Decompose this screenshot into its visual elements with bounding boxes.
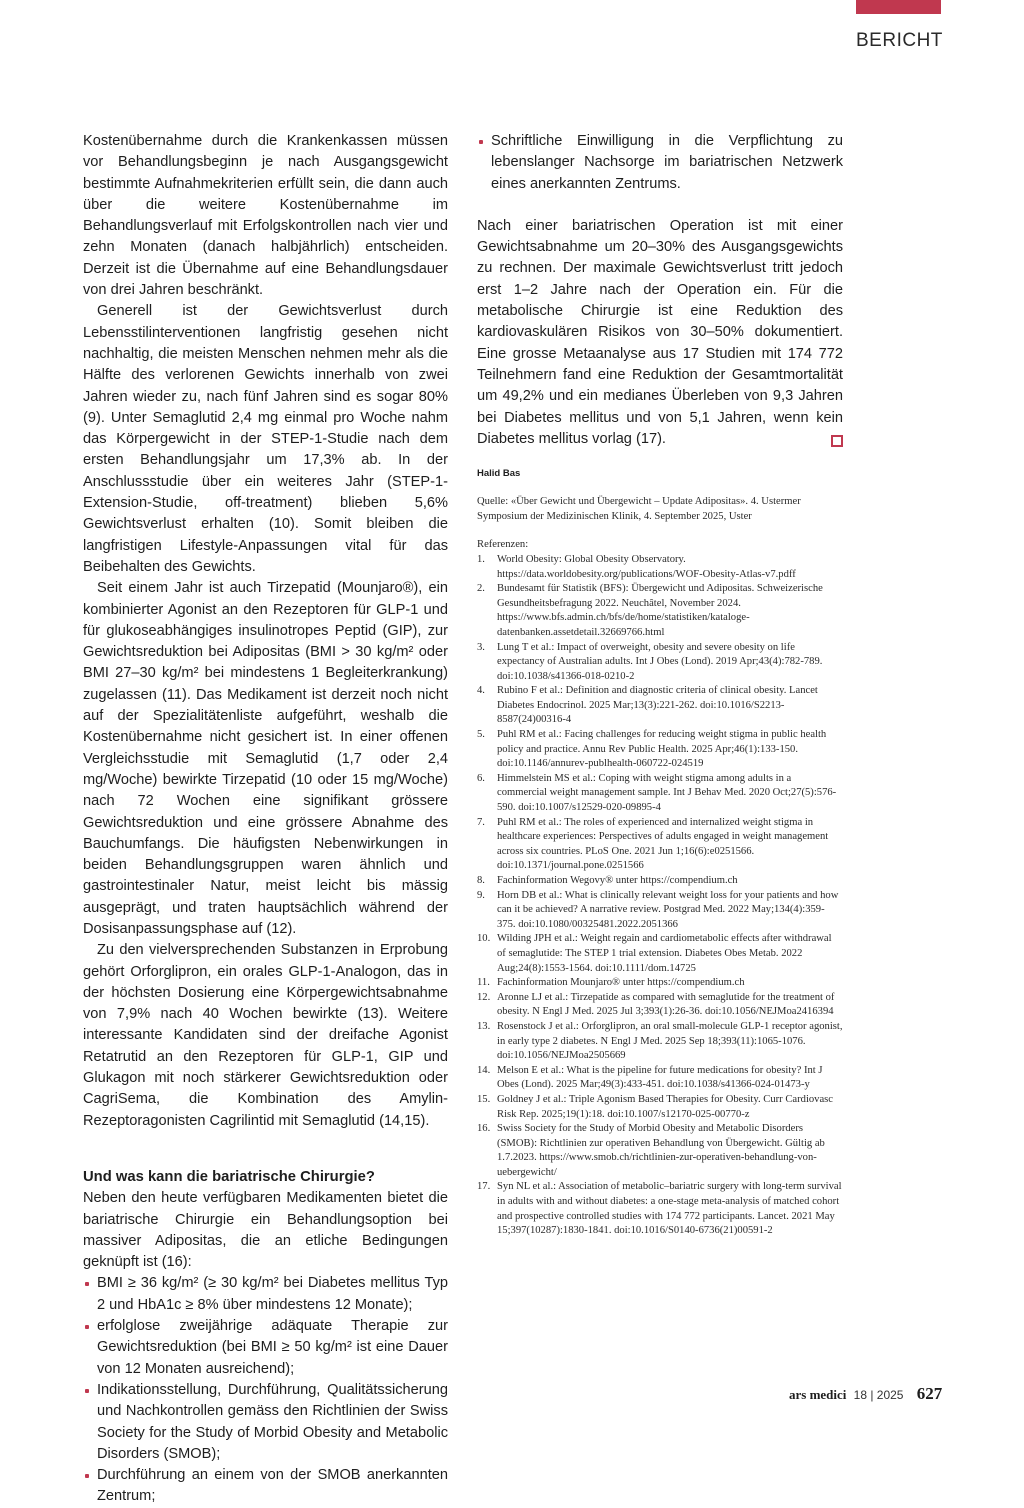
paragraph: Kostenübernahme durch die Krankenkassen müssen vor Behandlungsbeginn je nach Ausgangsgewicht bestimmte Aufnahmekriterien erfüllt sein, die dann auch über die weitere Kostenübernahme im Behandlungsverlauf mit Erfolgskontrollen nach vier und zehn Monaten (danach halbjährlich) entscheiden. Derzeit ist die Übernahme auf eine Behandlungsdauer von drei Jahren beschränkt. [83,133,448,299]
reference-item: 12. Aronne LJ et al.: Tirzepatide as compared with semaglutide for the treatment of obesity. N Engl J Med. 2025 Jul 3;393(1):26-36. doi:10.1056/NEJMoa2416394 [477,991,835,1018]
reference-item: 9. Horn DB et al.: What is clinically relevant weight loss for your patients and how can it be achieved? A narrative review. Postgrad Med. 2022 May;134(4):359-375. doi:10.1080/00325481.2022.2051366 [477,889,839,930]
paragraph: Seit einem Jahr ist auch Tirzepatid (Mounjaro®), ein kombinierter Agonist an den Rezeptoren für GLP-1 und für glukoseabhängiges insulinotropes Peptid (GIP), zur Gewichtsreduktion bei Adipositas (BMI > 30 kg/m² oder BMI 27–30 kg/m² bei mindestens 1 Begleiterkrankung) zugelassen (11). Das Medikament ist derzeit noch nicht auf der Spezialitätenliste aufgeführt, weshalb die Kostenübernahme nicht gesichert ist. In einer offenen Vergleichsstudie mit Semaglutid (1,7 oder 2,4 mg/Woche) bewirkte Tirzepatid (10 oder 15 mg/Woche) nach 72 Wochen eine signifikant grössere Gewichtsreduktion und eine grössere Abnahme des Bauchumfangs. Die häufigsten Nebenwirkungen in beiden Behandlungsgruppen waren ähnlich und gastrointestinaler Natur, meist leicht bis mässig ausgeprägt, und traten hauptsächlich während der Dosisanpassungsphase auf (12). [83,580,448,937]
references-title: Referenzen: [477,539,529,551]
list-item: Indikationsstellung, Durchführung, Qualitätssicherung und Nachkontrollen gemäss den Richtlinien der Swiss Society for the Study of Morbid Obesity and Metabolic Disorders (SMOB); [83,1380,448,1465]
author: Halid Bas [477,468,521,480]
list-item: Schriftliche Einwilligung in die Verpflichtung zu lebenslanger Nachsorge im bariatrischen Netzwerk eines anerkannten Zentrums. [477,131,843,195]
paragraph: Zu den vielversprechenden Substanzen in Erprobung gehört Orforglipron, ein orales GLP-1-Analogon, das in der höchsten Dosierung eine Körpergewichtsabnahme von 7,9% nach 40 Wochen bewirkte (13). Weitere interessante Kandidaten sind der dreifache Agonist Retatrutid an den Rezeptoren für GLP-1, GIP und Glukagon mit noch stärkerer Gewichtsreduktion oder CagriSema, die Kombination des Amylin-Rezeptoragonisten Cagrilintid mit Semaglutid (14,15). [83,942,448,1129]
reference-item: 10. Wilding JPH et al.: Weight regain and cardiometabolic effects after withdrawal of semaglutide: The STEP 1 trial extension. Diabetes Obes Metab. 2022 Aug;24(8):1553-1564. doi:10.1111/dom.14725 [477,933,832,974]
left-column [83,131,448,1508]
paragraph-text: Nach einer bariatrischen Operation ist mit einer Gewichtsabnahme um 20–30% des Ausgangsgewichts zu rechnen. Der maximale Gewichtsverlust tritt jedoch erst 1–2 Jahre nach der Operation ein. Für die metabolische Chirurgie ist eine Reduktion des kardiovaskulären Risikos von 30–50% dokumentiert. Eine grosse Metaanalyse aus 17 Studien mit 174 772 Teilnehmern fand eine Reduktion der Gesamtmortalität um 49,2% und ein medianes Überleben von 9,3 Jahren bei Diabetes mellitus und von 5,1 Jahren, wenn kein Diabetes mellitus vorlag (17). [477,217,843,447]
reference-item: 1. World Obesity: Global Obesity Observatory. https://data.worldobesity.org/publications/WOF-Obesity-Atlas-v7.pdff [477,553,796,580]
reference-item: 16. Swiss Society for the Study of Morbid Obesity and Metabolic Disorders (SMOB): Richtlinien zur operativen Behandlung von Übergewicht. Gültig ab 1.7.2023. https://www.smob.ch/richtlinien-zur-operativen-behandlung-von-uebergewicht/ [477,1123,825,1178]
list-item: Durchführung an einem von der SMOB anerkannten Zentrum; [83,1465,448,1508]
spacer [477,195,843,216]
reference-item: 15. Goldney J et al.: Triple Agonism Based Therapies for Obesity. Curr Cardiovasc Risk Rep. 2025;19(1):18. doi:10.1007/s12170-025-00770-z [477,1093,834,1120]
page-number: 627 [916,1384,943,1403]
reference-item: 3. Lung T et al.: Impact of overweight, obesity and severe obesity on life expectancy of Australian adults. Int J Obes (Lond). 2019 Apr;43(4):782-789. doi:10.1038/s41366-018-0210-2 [477,641,823,682]
section-label: BERICHT [856,30,943,51]
reference-item: 4. Rubino F et al.: Definition and diagnostic criteria of clinical obesity. Lancet Diabetes Endocrinol. 2025 Mar;13(3):221-262. doi:10.1016/S2213-8587(24)00316-4 [477,685,818,726]
reference-item: 6. Himmelstein MS et al.: Coping with weight stigma among adults in a commercial weight management sample. Int J Behav Med. 2020 Oct;27(5):576-590. doi:10.1007/s12529-020-09895-4 [477,772,837,814]
source-note: Quelle: «Über Gewicht und Übergewicht – Update Adipositas». 4. Ustermer Symposium der Medizinischen Klinik, 4. September 2025, Uster [477,496,801,522]
page-footer [789,1384,942,1404]
paragraph: Neben den heute verfügbaren Medikamenten bietet die bariatrische Chirurgie ein Behandlungsoption bei massiver Adipositas, die an etliche Bedingungen geknüpft ist (16): [83,1190,448,1271]
paragraph: Generell ist der Gewichtsverlust durch Lebensstilinterventionen langfristig gesehen nicht nachhaltig, die meisten Menschen nehmen mehr als die Hälfte des verlorenen Gewichts innerhalb von zwei Jahren wieder zu, nach fünf Jahren sind es sogar 80% (9). Unter Semaglutid 2,4 mg einmal pro Woche nahm das Körpergewicht in der STEP-1-Studie nach dem ersten Behandlungsjahr um 17,3% ab. In der Anschlussstudie über ein weiteres Jahr (STEP-1-Extension-Studie, off-treatment) blieben 5,6% Gewichtsverlust erhalten (10). Somit bleiben die langfristigen Lifestyle-Anpassungen vital für das Beibehalten des Gewichts. [83,303,448,575]
right-column [477,131,843,1239]
criteria-list [83,1273,448,1507]
reference-item: 17. Syn NL et al.: Association of metabolic–bariatric surgery with long-term survival in adults with and without diabetes: a one-stage meta-analysis of matched cohort and prospective controlled studies with 174 772 participants. Lancet. 2021 May 15;397(10287):1830-1841. doi:10.1016/S0140-6736(21)00591-2 [477,1181,842,1237]
paragraph [477,216,843,450]
list-item: erfolglose zweijährige adäquate Therapie zur Gewichtsreduktion (bei BMI ≥ 50 kg/m² ist eine Dauer von 12 Monaten ausreichend); [83,1316,448,1380]
references-list [477,553,843,1239]
end-mark-icon [831,435,843,447]
issue-number: 18 | 2025 [853,1388,904,1402]
reference-item: 13. Rosenstock J et al.: Orforglipron, an oral small-molecule GLP-1 receptor agonist, in early type 2 diabetes. N Engl J Med. 2025 Sep 18;393(11):1065-1076. doi:10.1056/NEJMoa2505669 [477,1020,843,1062]
list-item: BMI ≥ 36 kg/m² (≥ 30 kg/m² bei Diabetes mellitus Typ 2 und HbA1c ≥ 8% über mindestens 12 Monate); [83,1273,448,1316]
reference-item: 14. Melson E et al.: What is the pipeline for future medications for obesity? Int J Obes (Lond). 2025 Mar;49(3):433-451. doi:10.1038/s41366-024-01473-y [477,1064,823,1091]
reference-item: 11. Fachinformation Mounjaro® unter https://compendium.ch [477,977,745,989]
journal-name: ars medici [789,1387,847,1402]
reference-item: 7. Puhl RM et al.: The roles of experienced and internalized weight stigma in healthcare experiences: Perspectives of adults engaged in weight management across six countries. PLoS One. 2021 Jun 1;16(6):e0251566. doi:10.1371/journal.pone.0251566 [477,816,829,872]
section-accent-bar [856,0,941,14]
criteria-list-continued [477,131,843,195]
reference-item: 5. Puhl RM et al.: Facing challenges for reducing weight stigma in public health policy and practice. Annu Rev Public Health. 2025 Apr;46(1):133-150. doi:10.1146/annurev-publhealth-060722-024519 [477,729,827,770]
section-heading: Und was kann die bariatrische Chirurgie? [83,1168,375,1185]
spacer [83,1132,448,1153]
reference-item: 8. Fachinformation Wegovy® unter https://compendium.ch [477,875,738,886]
reference-item: 2. Bundesamt für Statistik (BFS): Übergewicht und Adipositas. Schweizerische Gesundheitsbefragung 2022. Neuchâtel, November 2024. https://www.bfs.admin.ch/bfs/de/home/statistiken/kataloge-datenbanken.assetdetail.32669766.html [477,583,823,638]
